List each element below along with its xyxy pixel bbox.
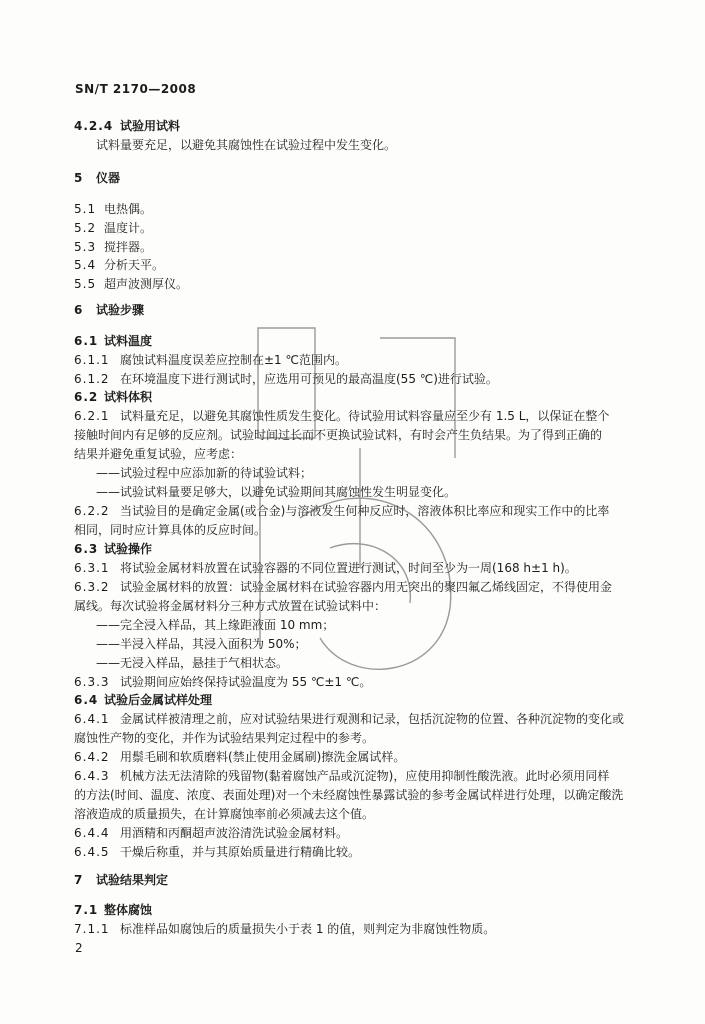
clause-text: 机械方法无法清除的残留物(黏着腐蚀产品或沉淀物)，应使用抑制性酸洗液。此时必须用同样 (120, 769, 610, 783)
clause-text: 接触时间内有足够的反应剂。试验时间过长而不更换试验试料，有时会产生负结果。为了得到正确的 (74, 428, 603, 442)
clause-text: 试料温度 (104, 334, 153, 348)
clause-text: 结果并避免重复试验，应考虑： (74, 447, 243, 461)
clause-number: 5.4 (74, 258, 97, 272)
clause-number: 6.3.2 (74, 580, 110, 594)
clause-text: 在环境温度下进行测试时，应选用可预见的最高温度(55 ℃)进行试验。 (120, 372, 498, 386)
clause-text: 试验步骤 (96, 303, 145, 317)
clause-text: 金属试样被清理之前，应对试验结果进行观测和记录，包括沉淀物的位置、各种沉淀物的变化或 (120, 712, 625, 726)
clause-text: 试验用试料 (120, 119, 181, 133)
clause-number: 6.2.2 (74, 504, 110, 518)
clause-number: 7.1 (74, 903, 99, 917)
clause-text: 相同，同时应计算具体的反应时间。 (74, 523, 267, 537)
clause-text: 干燥后称重，并与其原始质量进行精确比较。 (120, 845, 361, 859)
clause-text: 溶液造成的质量损失，在计算腐蚀率前必须减去这个值。 (74, 807, 375, 821)
clause-text: 试验操作 (104, 542, 153, 556)
clause-number: 6.1.1 (74, 353, 110, 367)
clause-text: 腐蚀性产物的变化，并作为试验结果判定过程中的参考。 (74, 731, 375, 745)
clause-text: 试料体积 (104, 390, 153, 404)
clause-text: 试验期间应始终保持试验温度为 55 ℃±1 ℃。 (120, 675, 372, 689)
clause-text: 超声波测厚仪。 (104, 277, 189, 291)
clause-number: 6.4.5 (74, 845, 110, 859)
clause-text: 搅拌器。 (104, 240, 153, 254)
clause-text: ——半浸入样品，其浸入面积为 50%； (96, 637, 307, 651)
clause-text: 用酒精和丙酮超声波浴清洗试验金属材料。 (120, 826, 349, 840)
clause-number: 6.1 (74, 334, 99, 348)
clause-text: 整体腐蚀 (104, 903, 153, 917)
clause-text: 属线。每次试验将金属材料分三种方式放置在试验试料中： (74, 599, 387, 613)
clause-number: 6.2 (74, 390, 99, 404)
clause-text: 试验金属材料的放置：试验金属材料在试验容器内用无突出的聚四氟乙烯线固定，不得使用金 (120, 580, 613, 594)
clause-number: 6.4.1 (74, 712, 110, 726)
clause-number: 6.1.2 (74, 372, 110, 386)
clause-text: ——完全浸入样品，其上缘距液面 10 mm； (96, 618, 335, 632)
clause-number: 7.1.1 (74, 922, 110, 936)
clause-text: 腐蚀试料温度误差应控制在±1 ℃范围内。 (120, 353, 347, 367)
clause-text: 用鬃毛刷和软质磨料(禁止使用金属刷)擦洗金属试样。 (120, 750, 406, 764)
clause-number: 6.3.1 (74, 561, 110, 575)
clause-number: 5.2 (74, 221, 97, 235)
clause-text: 试料量要充足，以避免其腐蚀性在试验过程中发生变化。 (96, 138, 397, 152)
clause-number: 5.3 (74, 240, 97, 254)
clause-text: 当试验目的是确定金属(或合金)与溶液发生何种反应时，溶液体积比率应和现实工作中的比率 (120, 504, 610, 518)
clause-number: 6.3 (74, 542, 99, 556)
clause-text: 温度计。 (104, 221, 153, 235)
clause-text: ——试验试料量要足够大，以避免试验期间其腐蚀性发生明显变化。 (96, 485, 457, 499)
clause-text: 仪器 (96, 171, 121, 185)
clause-number: 6.4.3 (74, 769, 110, 783)
clause-text: 试验后金属试样处理 (104, 693, 213, 707)
clause-text: 试验结果判定 (96, 873, 169, 887)
standard-header: SN/T 2170—2008 (75, 82, 197, 96)
clause-number: 4.2.4 (74, 119, 114, 133)
page-number: 2 (75, 941, 83, 955)
clause-text: 电热偶。 (104, 202, 153, 216)
clause-number: 6.4 (74, 693, 99, 707)
clause-text: ——试验过程中应添加新的待试验试料； (96, 466, 313, 480)
clause-number: 6.2.1 (74, 409, 110, 423)
clause-text: ——无浸入样品，悬挂于气相状态。 (96, 656, 289, 670)
clause-text: 的方法(时间、温度、浓度、表面处理)对一个未经腐蚀性暴露试验的参考金属试样进行处理，以确定酸洗 (74, 788, 624, 802)
clause-number: 6.4.2 (74, 750, 110, 764)
clause-text: 标准样品如腐蚀后的质量损失小于表 1 的值，则判定为非腐蚀性物质。 (120, 922, 496, 936)
clause-text: 将试验金属材料放置在试验容器的不同位置进行测试，时间至少为一周(168 h±1 h)。 (120, 561, 577, 575)
clause-number: 5 (74, 171, 84, 185)
clause-number: 6 (74, 303, 84, 317)
clause-number: 5.1 (74, 202, 97, 216)
clause-number: 5.5 (74, 277, 97, 291)
clause-number: 6.3.3 (74, 675, 110, 689)
clause-text: 分析天平。 (104, 258, 165, 272)
clause-number: 7 (74, 873, 84, 887)
clause-number: 6.4.4 (74, 826, 110, 840)
clause-text: 试料量充足，以避免其腐蚀性质发生变化。待试验用试料容量应至少有 1.5 L，以保证在整个 (120, 409, 610, 423)
